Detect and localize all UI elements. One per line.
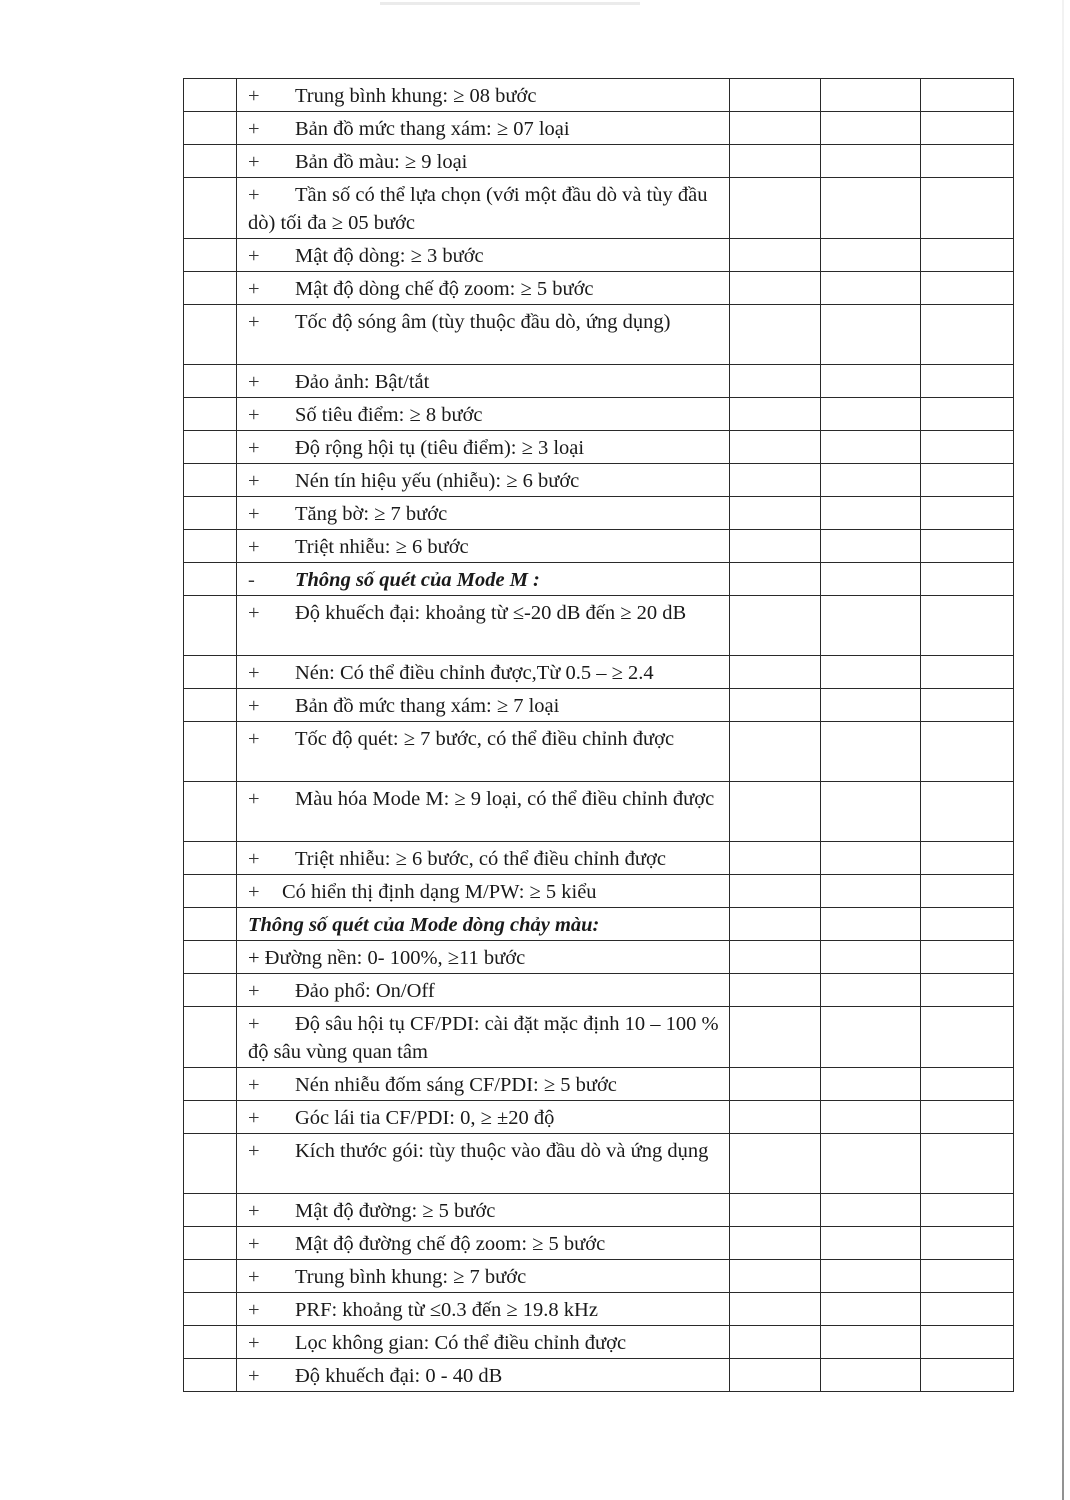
description-cell	[237, 1260, 730, 1293]
col-b-cell	[821, 1134, 921, 1194]
table-row	[184, 1326, 1014, 1359]
spec-text: Lọc không gian: Có thể điều chỉnh được	[295, 1332, 627, 1354]
table-row	[184, 782, 1014, 842]
col-b-cell	[821, 1227, 921, 1260]
col-a-cell	[730, 875, 821, 908]
description-cell	[237, 239, 730, 272]
description-cell	[237, 1101, 730, 1134]
col-b-cell	[821, 1007, 921, 1068]
table-row	[184, 974, 1014, 1007]
col-b-cell	[821, 1359, 921, 1392]
index-cell	[184, 782, 237, 842]
index-cell	[184, 941, 237, 974]
col-a-cell	[730, 1007, 821, 1068]
plus-marker: +	[248, 662, 260, 684]
col-c-cell	[921, 239, 1014, 272]
index-cell	[184, 1101, 237, 1134]
index-cell	[184, 272, 237, 305]
spec-text: Đảo phổ: On/Off	[295, 980, 435, 1002]
index-cell	[184, 1007, 237, 1068]
spec-text: Mật độ dòng chế độ zoom: ≥ 5 bước	[295, 278, 594, 300]
spec-text: Độ khuếch đại: 0 - 40 dB	[295, 1365, 503, 1387]
col-b-cell	[821, 596, 921, 656]
table-row	[184, 178, 1014, 239]
section-heading-row	[184, 563, 1014, 596]
spec-text: PRF: khoảng từ ≤0.3 đến ≥ 19.8 kHz	[295, 1299, 598, 1321]
col-c-cell	[921, 1101, 1014, 1134]
description-cell	[237, 563, 730, 596]
index-cell	[184, 145, 237, 178]
description-cell	[237, 398, 730, 431]
col-c-cell	[921, 722, 1014, 782]
col-b-cell	[821, 689, 921, 722]
description-cell	[237, 908, 730, 941]
spec-table-body	[184, 79, 1014, 1392]
spec-text: Kích thước gói: tùy thuộc vào đầu dò và ứng dụng	[295, 1140, 709, 1162]
spec-text: Mật độ dòng: ≥ 3 bước	[295, 245, 484, 267]
col-b-cell	[821, 974, 921, 1007]
plus-marker: +	[248, 118, 260, 140]
description-cell	[237, 1293, 730, 1326]
col-c-cell	[921, 530, 1014, 563]
plus-marker: +	[248, 602, 260, 624]
col-a-cell	[730, 497, 821, 530]
col-b-cell	[821, 722, 921, 782]
spec-text: Triệt nhiễu: ≥ 6 bước	[295, 536, 469, 558]
col-c-cell	[921, 1068, 1014, 1101]
spec-text: Bản đồ mức thang xám: ≥ 7 loại	[295, 695, 560, 717]
col-b-cell	[821, 842, 921, 875]
description-cell	[237, 689, 730, 722]
col-b-cell	[821, 79, 921, 112]
col-b-cell	[821, 908, 921, 941]
plus-marker: +	[248, 311, 260, 333]
plus-marker: +	[248, 1140, 260, 1162]
table-row	[184, 145, 1014, 178]
col-a-cell	[730, 782, 821, 842]
table-row	[184, 875, 1014, 908]
plus-marker: +	[248, 503, 260, 525]
spec-text: Trung bình khung: ≥ 7 bước	[295, 1266, 527, 1288]
dash-marker: -	[248, 569, 255, 591]
section-heading: Thông số quét của Mode dòng chảy màu:	[248, 914, 600, 936]
table-row	[184, 497, 1014, 530]
col-a-cell	[730, 1194, 821, 1227]
col-a-cell	[730, 1134, 821, 1194]
spec-text: Độ sâu hội tụ CF/PDI: cài đặt mặc định 10 – 100 % độ sâu vùng quan tâm	[248, 1013, 719, 1063]
col-a-cell	[730, 431, 821, 464]
col-a-cell	[730, 1326, 821, 1359]
col-a-cell	[730, 145, 821, 178]
plus-marker: +	[248, 151, 260, 173]
col-c-cell	[921, 272, 1014, 305]
col-a-cell	[730, 596, 821, 656]
col-b-cell	[821, 875, 921, 908]
col-b-cell	[821, 1293, 921, 1326]
plus-marker: +	[248, 1299, 260, 1321]
col-b-cell	[821, 941, 921, 974]
plus-marker: +	[248, 278, 260, 300]
col-a-cell	[730, 464, 821, 497]
spec-text: Trung bình khung: ≥ 08 bước	[295, 85, 537, 107]
index-cell	[184, 563, 237, 596]
table-row	[184, 530, 1014, 563]
scan-edge-shadow	[1062, 0, 1064, 1500]
col-c-cell	[921, 464, 1014, 497]
col-c-cell	[921, 1227, 1014, 1260]
col-a-cell	[730, 908, 821, 941]
table-row	[184, 1293, 1014, 1326]
description-cell	[237, 782, 730, 842]
col-b-cell	[821, 178, 921, 239]
col-a-cell	[730, 1359, 821, 1392]
index-cell	[184, 908, 237, 941]
spec-text: Tốc độ quét: ≥ 7 bước, có thể điều chỉnh được	[295, 728, 675, 750]
scan-artifact	[380, 2, 640, 5]
col-b-cell	[821, 464, 921, 497]
spec-text: Nén nhiễu đốm sáng CF/PDI: ≥ 5 bước	[295, 1074, 617, 1096]
plus-marker: +	[248, 980, 260, 1002]
col-b-cell	[821, 1260, 921, 1293]
table-row	[184, 398, 1014, 431]
description-cell	[237, 530, 730, 563]
table-row	[184, 941, 1014, 974]
plus-marker: +	[248, 85, 260, 107]
table-row	[184, 1134, 1014, 1194]
index-cell	[184, 79, 237, 112]
col-c-cell	[921, 431, 1014, 464]
spec-text: Có hiển thị định dạng M/PW: ≥ 5 kiểu	[282, 881, 597, 903]
spec-text: Tần số có thể lựa chọn (với một đầu dò và tùy đầu dò) tối đa ≥ 05 bước	[248, 184, 708, 234]
table-row	[184, 1359, 1014, 1392]
spec-text: Tốc độ sóng âm (tùy thuộc đầu dò, ứng dụng)	[295, 311, 671, 333]
table-row	[184, 272, 1014, 305]
col-a-cell	[730, 79, 821, 112]
col-a-cell	[730, 842, 821, 875]
col-b-cell	[821, 782, 921, 842]
spec-text: + Đường nền: 0- 100%, ≥11 bước	[248, 947, 526, 969]
spec-table	[183, 78, 1014, 1392]
col-c-cell	[921, 974, 1014, 1007]
col-c-cell	[921, 145, 1014, 178]
col-b-cell	[821, 398, 921, 431]
table-row	[184, 365, 1014, 398]
col-a-cell	[730, 1068, 821, 1101]
table-row	[184, 596, 1014, 656]
plus-marker: +	[248, 184, 260, 206]
plus-marker: +	[248, 1200, 260, 1222]
index-cell	[184, 1134, 237, 1194]
plus-marker: +	[248, 1365, 260, 1387]
col-a-cell	[730, 656, 821, 689]
spec-text: Mật độ đường: ≥ 5 bước	[295, 1200, 496, 1222]
plus-marker: +	[248, 1266, 260, 1288]
description-cell	[237, 974, 730, 1007]
index-cell	[184, 464, 237, 497]
table-row	[184, 1194, 1014, 1227]
description-cell	[237, 464, 730, 497]
section-heading-row	[184, 908, 1014, 941]
col-b-cell	[821, 1101, 921, 1134]
col-b-cell	[821, 239, 921, 272]
col-c-cell	[921, 1293, 1014, 1326]
col-a-cell	[730, 398, 821, 431]
description-cell	[237, 941, 730, 974]
spec-text: Tăng bờ: ≥ 7 bước	[295, 503, 448, 525]
index-cell	[184, 689, 237, 722]
col-a-cell	[730, 272, 821, 305]
index-cell	[184, 530, 237, 563]
description-cell	[237, 178, 730, 239]
table-row	[184, 79, 1014, 112]
index-cell	[184, 178, 237, 239]
col-c-cell	[921, 1194, 1014, 1227]
index-cell	[184, 596, 237, 656]
index-cell	[184, 722, 237, 782]
table-row	[184, 112, 1014, 145]
col-c-cell	[921, 398, 1014, 431]
table-row	[184, 239, 1014, 272]
col-a-cell	[730, 689, 821, 722]
col-a-cell	[730, 112, 821, 145]
col-b-cell	[821, 1194, 921, 1227]
spec-text: Mật độ đường chế độ zoom: ≥ 5 bước	[295, 1233, 606, 1255]
spec-text: Bản đồ mức thang xám: ≥ 07 loại	[295, 118, 570, 140]
col-b-cell	[821, 431, 921, 464]
col-c-cell	[921, 563, 1014, 596]
spec-text: Bản đồ màu: ≥ 9 loại	[295, 151, 468, 173]
table-row	[184, 656, 1014, 689]
col-a-cell	[730, 974, 821, 1007]
table-row	[184, 464, 1014, 497]
description-cell	[237, 431, 730, 464]
plus-marker: +	[248, 536, 260, 558]
table-row	[184, 842, 1014, 875]
index-cell	[184, 431, 237, 464]
spec-text: Độ rộng hội tụ (tiêu điểm): ≥ 3 loại	[295, 437, 585, 459]
description-cell	[237, 1326, 730, 1359]
index-cell	[184, 974, 237, 1007]
plus-marker: +	[248, 470, 260, 492]
description-cell	[237, 497, 730, 530]
index-cell	[184, 112, 237, 145]
col-c-cell	[921, 656, 1014, 689]
plus-marker: +	[248, 371, 260, 393]
plus-marker: +	[248, 245, 260, 267]
index-cell	[184, 398, 237, 431]
description-cell	[237, 1134, 730, 1194]
col-c-cell	[921, 305, 1014, 365]
description-cell	[237, 305, 730, 365]
col-a-cell	[730, 530, 821, 563]
table-row	[184, 1007, 1014, 1068]
index-cell	[184, 239, 237, 272]
table-row	[184, 1068, 1014, 1101]
col-b-cell	[821, 272, 921, 305]
col-a-cell	[730, 365, 821, 398]
col-a-cell	[730, 1227, 821, 1260]
table-row	[184, 722, 1014, 782]
col-a-cell	[730, 941, 821, 974]
index-cell	[184, 365, 237, 398]
plus-marker: +	[248, 1013, 260, 1035]
table-row	[184, 431, 1014, 464]
table-row	[184, 305, 1014, 365]
plus-marker: +	[248, 728, 260, 750]
spec-text: Màu hóa Mode M: ≥ 9 loại, có thể điều chỉnh được	[295, 788, 715, 810]
spec-text: Độ khuếch đại: khoảng từ ≤-20 dB đến ≥ 20 dB	[295, 602, 687, 624]
col-c-cell	[921, 875, 1014, 908]
col-b-cell	[821, 145, 921, 178]
col-c-cell	[921, 178, 1014, 239]
description-cell	[237, 596, 730, 656]
col-c-cell	[921, 782, 1014, 842]
col-c-cell	[921, 941, 1014, 974]
col-b-cell	[821, 1326, 921, 1359]
plus-marker: +	[248, 788, 260, 810]
spec-text: Số tiêu điểm: ≥ 8 bước	[295, 404, 483, 426]
index-cell	[184, 656, 237, 689]
index-cell	[184, 1260, 237, 1293]
plus-marker: +	[248, 437, 260, 459]
table-row	[184, 1227, 1014, 1260]
col-c-cell	[921, 1359, 1014, 1392]
col-a-cell	[730, 722, 821, 782]
description-cell	[237, 365, 730, 398]
col-c-cell	[921, 689, 1014, 722]
index-cell	[184, 305, 237, 365]
col-c-cell	[921, 365, 1014, 398]
index-cell	[184, 1326, 237, 1359]
col-c-cell	[921, 1326, 1014, 1359]
plus-marker: +	[248, 1332, 260, 1354]
col-c-cell	[921, 79, 1014, 112]
spec-text: Góc lái tia CF/PDI: 0, ≥ ±20 độ	[295, 1107, 555, 1129]
spec-text: Nén tín hiệu yếu (nhiễu): ≥ 6 bước	[295, 470, 580, 492]
table-row	[184, 689, 1014, 722]
col-b-cell	[821, 656, 921, 689]
col-c-cell	[921, 596, 1014, 656]
plus-marker: +	[248, 1107, 260, 1129]
col-a-cell	[730, 305, 821, 365]
description-cell	[237, 79, 730, 112]
spec-text: Nén: Có thể điều chỉnh được,Từ 0.5 – ≥ 2.4	[295, 662, 654, 684]
col-b-cell	[821, 112, 921, 145]
col-a-cell	[730, 178, 821, 239]
spec-text: Triệt nhiễu: ≥ 6 bước, có thể điều chỉnh được	[295, 848, 666, 870]
col-c-cell	[921, 1007, 1014, 1068]
col-a-cell	[730, 1293, 821, 1326]
col-c-cell	[921, 842, 1014, 875]
col-a-cell	[730, 239, 821, 272]
section-heading: Thông số quét của Mode M :	[295, 569, 540, 591]
col-b-cell	[821, 305, 921, 365]
description-cell	[237, 1194, 730, 1227]
description-cell	[237, 842, 730, 875]
description-cell	[237, 145, 730, 178]
index-cell	[184, 497, 237, 530]
index-cell	[184, 1293, 237, 1326]
col-b-cell	[821, 1068, 921, 1101]
index-cell	[184, 1227, 237, 1260]
col-a-cell	[730, 563, 821, 596]
description-cell	[237, 1359, 730, 1392]
description-cell	[237, 875, 730, 908]
col-b-cell	[821, 365, 921, 398]
col-b-cell	[821, 563, 921, 596]
description-cell	[237, 1007, 730, 1068]
description-cell	[237, 1227, 730, 1260]
description-cell	[237, 656, 730, 689]
col-c-cell	[921, 112, 1014, 145]
plus-marker: +	[248, 404, 260, 426]
description-cell	[237, 722, 730, 782]
col-c-cell	[921, 1134, 1014, 1194]
col-c-cell	[921, 908, 1014, 941]
index-cell	[184, 1359, 237, 1392]
plus-marker: +	[248, 1074, 260, 1096]
col-c-cell	[921, 497, 1014, 530]
plus-marker: +	[248, 1233, 260, 1255]
spec-text: Đảo ảnh: Bật/tắt	[295, 371, 430, 393]
col-a-cell	[730, 1260, 821, 1293]
plus-marker: +	[248, 848, 260, 870]
plus-marker: +	[248, 695, 260, 717]
index-cell	[184, 875, 237, 908]
col-c-cell	[921, 1260, 1014, 1293]
index-cell	[184, 1068, 237, 1101]
index-cell	[184, 842, 237, 875]
col-a-cell	[730, 1101, 821, 1134]
description-cell	[237, 112, 730, 145]
table-row	[184, 1260, 1014, 1293]
table-row	[184, 1101, 1014, 1134]
plus-marker: +	[248, 881, 260, 903]
col-b-cell	[821, 530, 921, 563]
description-cell	[237, 272, 730, 305]
col-b-cell	[821, 497, 921, 530]
index-cell	[184, 1194, 237, 1227]
description-cell	[237, 1068, 730, 1101]
